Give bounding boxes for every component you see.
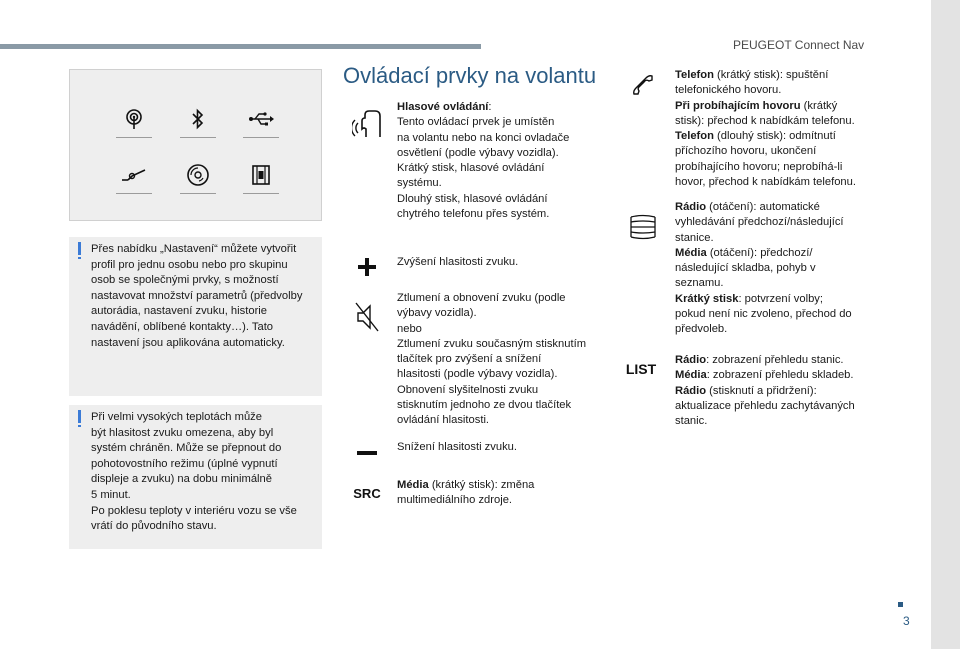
video-icon xyxy=(243,156,279,194)
page-number: 3 xyxy=(903,614,910,628)
cd-icon xyxy=(180,156,216,194)
phone-description: Telefon (krátký stisk): spuštění telefonického hovoru. Při probíhajícím hovoru (krátký stisk): přechod k nabídkám telefonu. Telefon (dlouhý stisk): odmítnutí příchozího hovoru, ukončení probíhajícího hovoru; neprobíhá-li hovor, přechod k nabídkám telefonu. xyxy=(675,69,856,189)
info-marker-icon xyxy=(78,242,81,255)
radio-icon xyxy=(116,100,152,138)
mute-description: Ztlumení a obnovení zvuku (podle výbavy vozidla). nebo Ztlumení zvuku současným stisknutím tlačítek pro zvýšení a snížení hlasitosti (podle výbavy vozidla). Obnovení slyšitelnosti zvuku stisknutím jednoho ze dvou tlačítek ovládání hlasitosti. xyxy=(397,292,587,427)
list-button-symbol: LIST xyxy=(625,361,657,377)
list-description: Rádio: zobrazení přehledu stanic. Média: zobrazení přehledu skladeb. Rádio (stisknutí a přidržení): aktualizace přehledu zachytávaných stanic. xyxy=(675,354,855,428)
volume-up-description: Zvýšení hlasitosti zvuku. xyxy=(397,256,519,268)
source-icons-panel xyxy=(69,69,322,221)
note-temperature-text: Při velmi vysokých teplotách může být hlasitost zvuku omezena, aby byl systém chráněn. Může se přepnout do pohotovostního režimu (úplné vypnutí displeje a zvuku) na dobu minimálně 5 minut. Po poklesu teploty v interiéru vozu se vše vrátí do původního stavu. xyxy=(91,411,297,533)
usb-icon xyxy=(243,100,279,138)
info-marker-icon xyxy=(78,410,81,423)
src-button-symbol: SRC xyxy=(353,485,381,501)
header-rule xyxy=(0,44,481,49)
side-strip xyxy=(931,0,960,649)
phone-icon xyxy=(630,72,656,98)
voice-command-icon xyxy=(352,106,384,142)
voice-command-description: Hlasové ovládání: Tento ovládací prvek je umístěn na volantu nebo na konci ovladače osvětlení (podle výbavy vozidla). Krátký stisk, hlasové ovládání systému. Dlouhý stisk, hlasové ovládání chytrého telefonu přes systém. xyxy=(397,101,570,221)
thumbwheel-description: Rádio (otáčení): automatické vyhledávání předchozí/následující stanice. Média (otáčení): předchozí/ následující skladba, pohyb v seznamu. Krátký stisk: potvrzení volby; pokud není nic zvoleno, přechod do předvoleb. xyxy=(675,201,852,336)
page-marker xyxy=(898,602,903,607)
note-profiles xyxy=(69,237,322,396)
note-profiles-text: Přes nabídku „Nastavení“ můžete vytvořit profil pro jednu osobu nebo pro skupinu osob se společnými prvky, s možností nastavovat množství parametrů (předvolby autorádia, nastavení zvuku, historie navádění, oblíbené kontakty…). Tato nastavení jsou aplikována automaticky. xyxy=(91,243,303,349)
header-title: PEUGEOT Connect Nav xyxy=(733,38,865,52)
aux-jack-icon xyxy=(116,156,152,194)
bluetooth-icon xyxy=(180,100,216,138)
src-description: Média (krátký stisk): změna multimediálního zdroje. xyxy=(397,479,535,507)
thumbwheel-icon xyxy=(628,212,658,242)
mute-icon xyxy=(353,300,381,334)
volume-up-icon xyxy=(356,256,378,278)
volume-down-description: Snížení hlasitosti zvuku. xyxy=(397,441,518,453)
volume-down-icon xyxy=(356,448,378,460)
section-title: Ovládací prvky na volantu xyxy=(343,63,597,88)
voice-command-label: Hlasové ovládání xyxy=(397,101,489,113)
note-temperature xyxy=(69,405,322,549)
